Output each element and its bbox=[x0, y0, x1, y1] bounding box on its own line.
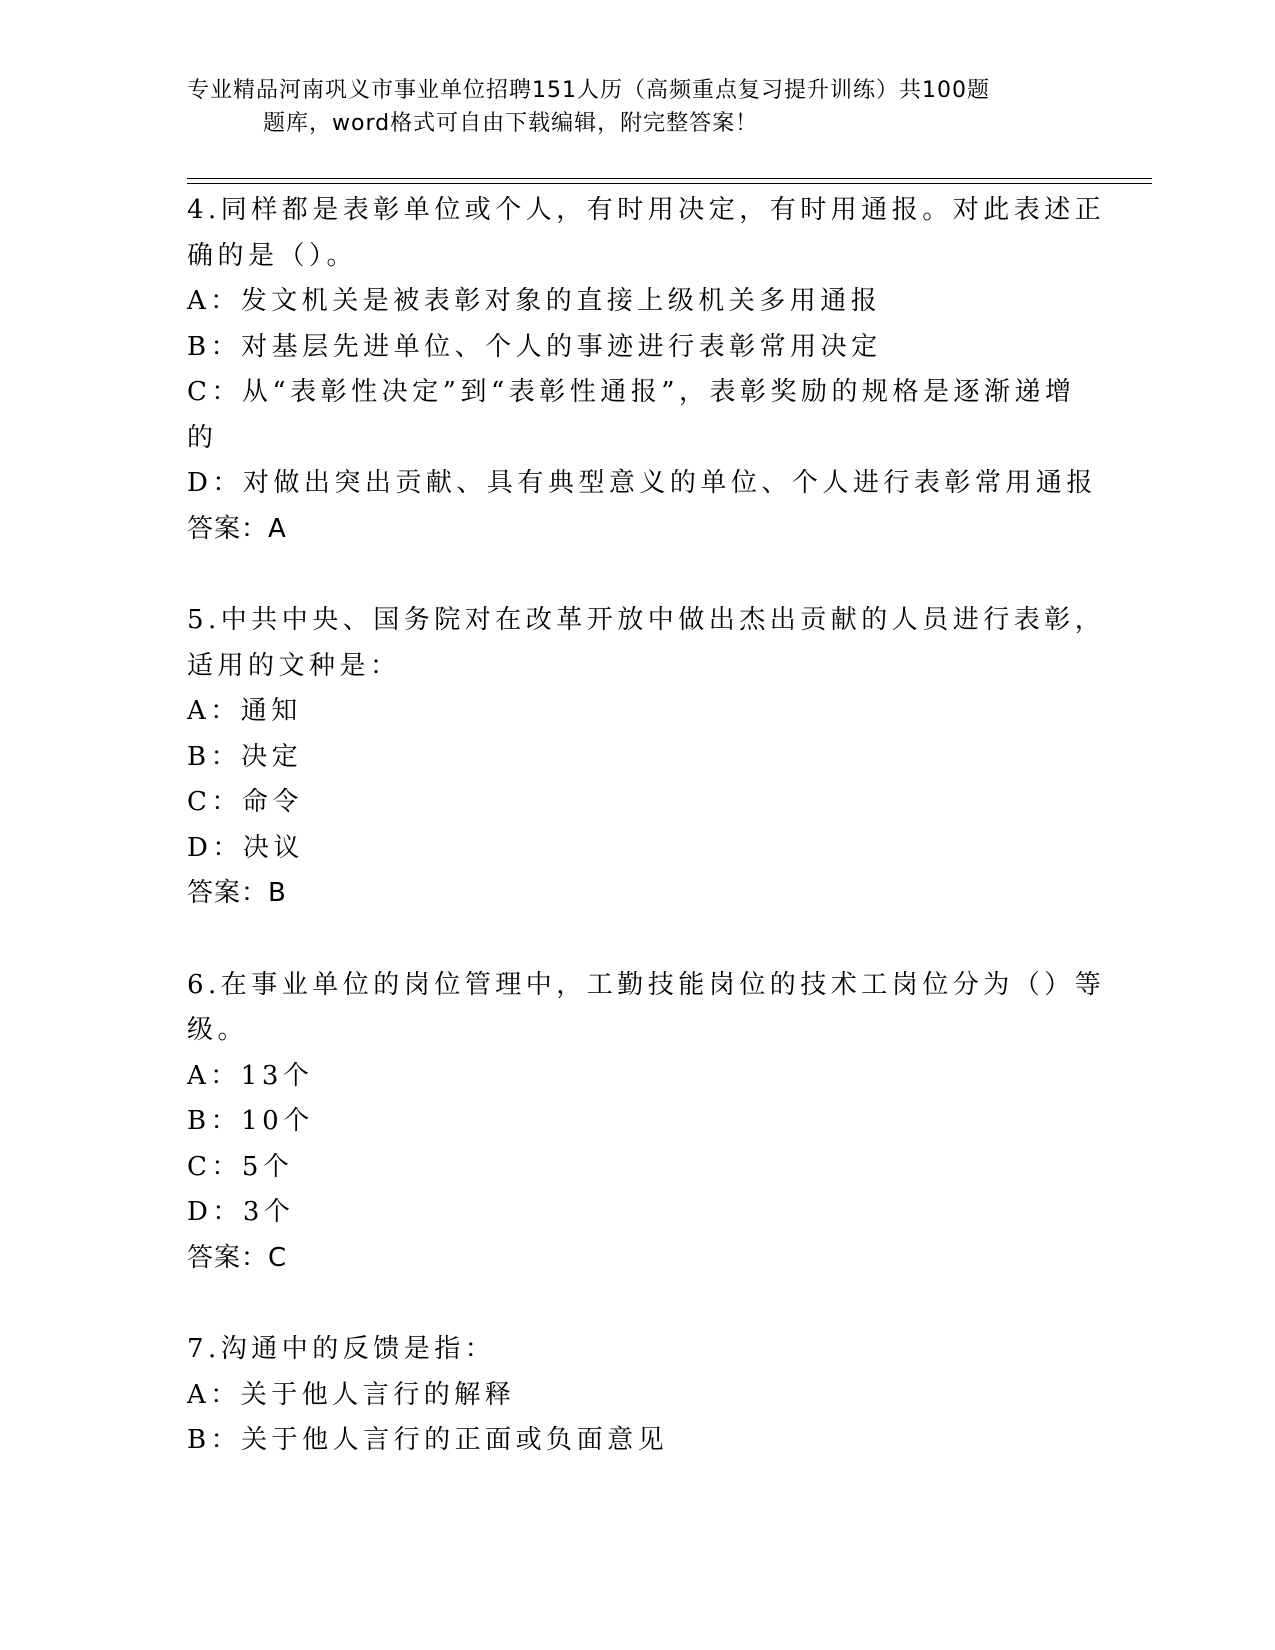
option-c-continued: 的 bbox=[187, 422, 218, 453]
option-b: B：10个 bbox=[187, 1106, 314, 1136]
question-4 bbox=[187, 188, 1106, 552]
answer-label: 答案：C bbox=[187, 1242, 288, 1273]
option-a: A：13个 bbox=[187, 1060, 314, 1091]
question-5 bbox=[187, 598, 1106, 917]
option-b: B：关于他人言行的正面或负面意见 bbox=[187, 1425, 669, 1455]
question-stem: 4.同样都是表彰单位或个人，有时用决定，有时用通报。对此表述正 bbox=[187, 195, 1106, 225]
header-divider-bottom bbox=[187, 183, 1152, 184]
question-stem-continued: 确的是（）。 bbox=[187, 240, 358, 271]
question-list bbox=[187, 188, 1106, 1510]
option-d: D：3个 bbox=[187, 1197, 295, 1227]
header-line-1: 专业精品河南巩义市事业单位招聘151人历（高频重点复习提升训练）共100题 bbox=[187, 78, 990, 103]
question-stem: 7.沟通中的反馈是指： bbox=[187, 1334, 496, 1364]
option-a: A：通知 bbox=[187, 696, 302, 726]
option-a: A：关于他人言行的解释 bbox=[187, 1379, 516, 1410]
answer-label: 答案：B bbox=[187, 878, 287, 908]
option-b: B：对基层先进单位、个人的事迹进行表彰常用决定 bbox=[187, 331, 882, 362]
answer-label: 答案：A bbox=[187, 513, 287, 544]
option-d: D：决议 bbox=[187, 832, 304, 863]
question-stem: 6.在事业单位的岗位管理中，工勤技能岗位的技术工岗位分为（）等 bbox=[187, 969, 1106, 1000]
question-stem: 5.中共中央、国务院对在改革开放中做出杰出贡献的人员进行表彰， bbox=[187, 605, 1106, 635]
option-c: C：5个 bbox=[187, 1151, 294, 1182]
header-divider-top bbox=[187, 178, 1152, 179]
option-a: A：发文机关是被表彰对象的直接上级机关多用通报 bbox=[187, 286, 882, 316]
option-d: D：对做出突出贡献、具有典型意义的单位、个人进行表彰常用通报 bbox=[187, 468, 1097, 498]
option-c: C：命令 bbox=[187, 787, 303, 817]
document-header bbox=[187, 74, 1067, 140]
question-stem-continued: 级。 bbox=[187, 1015, 249, 1045]
question-stem-continued: 适用的文种是： bbox=[187, 650, 401, 681]
option-c: C：从“表彰性决定”到“表彰性通报”，表彰奖励的规格是逐渐递增 bbox=[187, 377, 1076, 407]
question-7 bbox=[187, 1327, 1087, 1464]
option-b: B：决定 bbox=[187, 741, 303, 772]
header-line-2: 题库，word格式可自由下载编辑，附完整答案！ bbox=[263, 111, 759, 136]
question-6 bbox=[187, 963, 1106, 1282]
